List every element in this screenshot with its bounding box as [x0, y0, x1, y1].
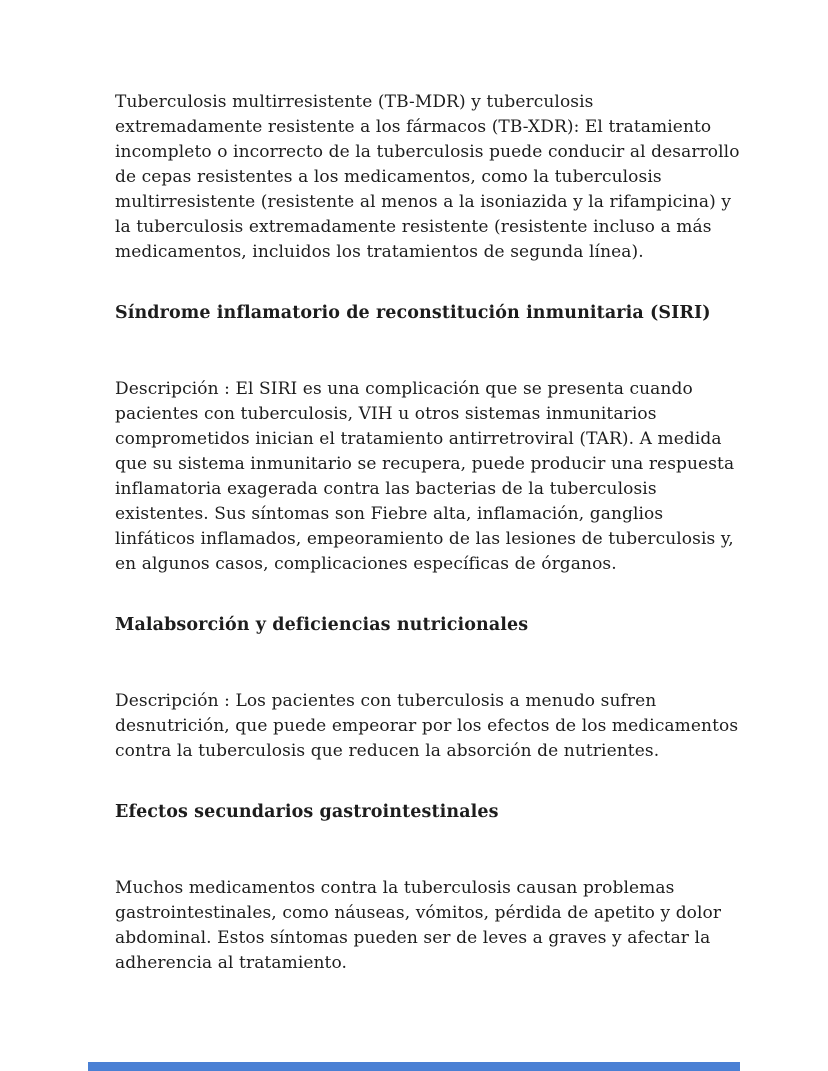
paragraph-tb-mdr-xdr: Tuberculosis multirresistente (TB-MDR) y tuberculosis extremadamente resistente a los fármacos (TB-XDR): El tratamiento incompleto o incorrecto de la tuberculosis puede conducir al desarrollo de cepas resistentes a los medicamentos, como la tuberculosis multirresistente (resistente al menos a la isoniazida y la rifampicina) y la tuberculosis extremadamente resistente (resistente incluso a más medicamentos, incluidos los tratamientos de segunda línea).: [115, 92, 740, 262]
paragraph-efectos-gastrointestinales-description: Muchos medicamentos contra la tuberculosis causan problemas gastrointestinales, como náuseas, vómitos, pérdida de apetito y dolor abdominal. Estos síntomas pueden ser de leves a graves y afectar la adherencia al tratamiento.: [115, 878, 722, 973]
paragraph-malabsorcion-description: Descripción : Los pacientes con tuberculosis a menudo sufren desnutrición, que puede empeorar por los efectos de los medicamentos contra la tuberculosis que reducen la absorción de nutrientes.: [115, 691, 739, 761]
paragraph-siri-description: Descripción : El SIRI es una complicación que se presenta cuando pacientes con tuberculosis, VIH u otros sistemas inmunitarios comprometidos inician el tratamiento antirretroviral (TAR). A medida que su sistema inmunitario se recupera, puede producir una respuesta inflamatoria exagerada contra las bacterias de la tuberculosis existentes. Sus síntomas son Fiebre alta, inflamación, ganglios linfáticos inflamados, empeoramiento de las lesiones de tuberculosis y, en algunos casos, complicaciones específicas de órganos.: [115, 379, 735, 574]
heading-malabsorcion: Malabsorción y deficiencias nutricionales: [115, 615, 529, 635]
document-body: [115, 90, 743, 1012]
footer-accent-bar: [88, 1062, 740, 1071]
heading-efectos-gastrointestinales: Efectos secundarios gastrointestinales: [115, 802, 499, 822]
heading-siri: Síndrome inflamatorio de reconstitución inmunitaria (SIRI): [115, 303, 711, 323]
